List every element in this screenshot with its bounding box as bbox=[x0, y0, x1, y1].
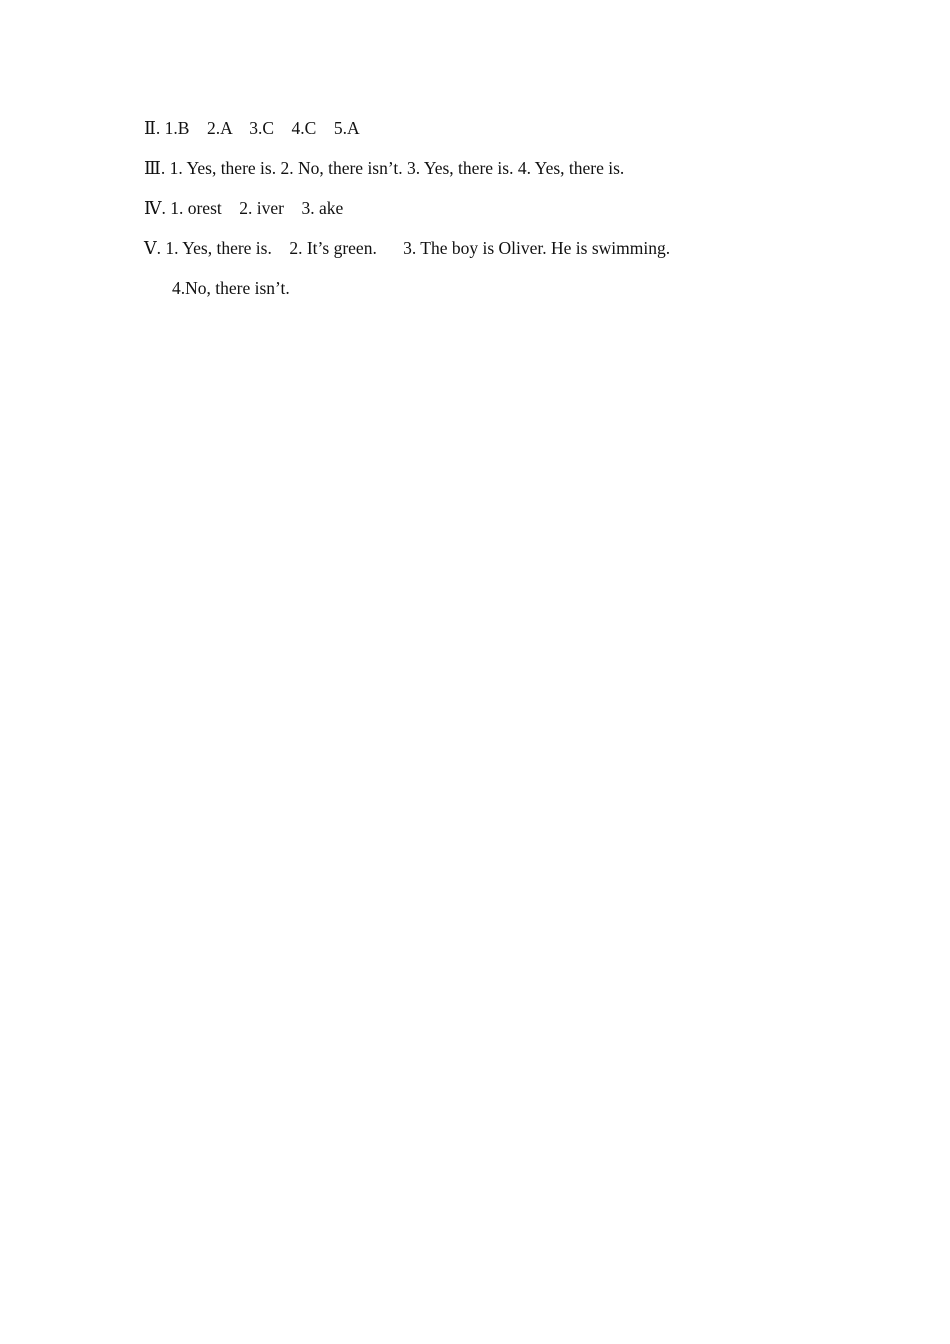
answer-section-5-continued: 4.No, there isn’t. bbox=[172, 278, 290, 298]
answer-section-4: Ⅳ. 1. orest 2. iver 3. ake bbox=[144, 198, 344, 218]
answer-section-5: Ⅴ. 1. Yes, there is. 2. It’s green. 3. The boy is Oliver. He is swimming. bbox=[144, 238, 671, 258]
answer-key bbox=[144, 115, 864, 315]
answer-section-2: Ⅱ. 1.B 2.A 3.C 4.C 5.A bbox=[144, 118, 360, 138]
answer-section-3: Ⅲ. 1. Yes, there is. 2. No, there isn’t. 3. Yes, there is. 4. Yes, there is. bbox=[144, 158, 625, 178]
